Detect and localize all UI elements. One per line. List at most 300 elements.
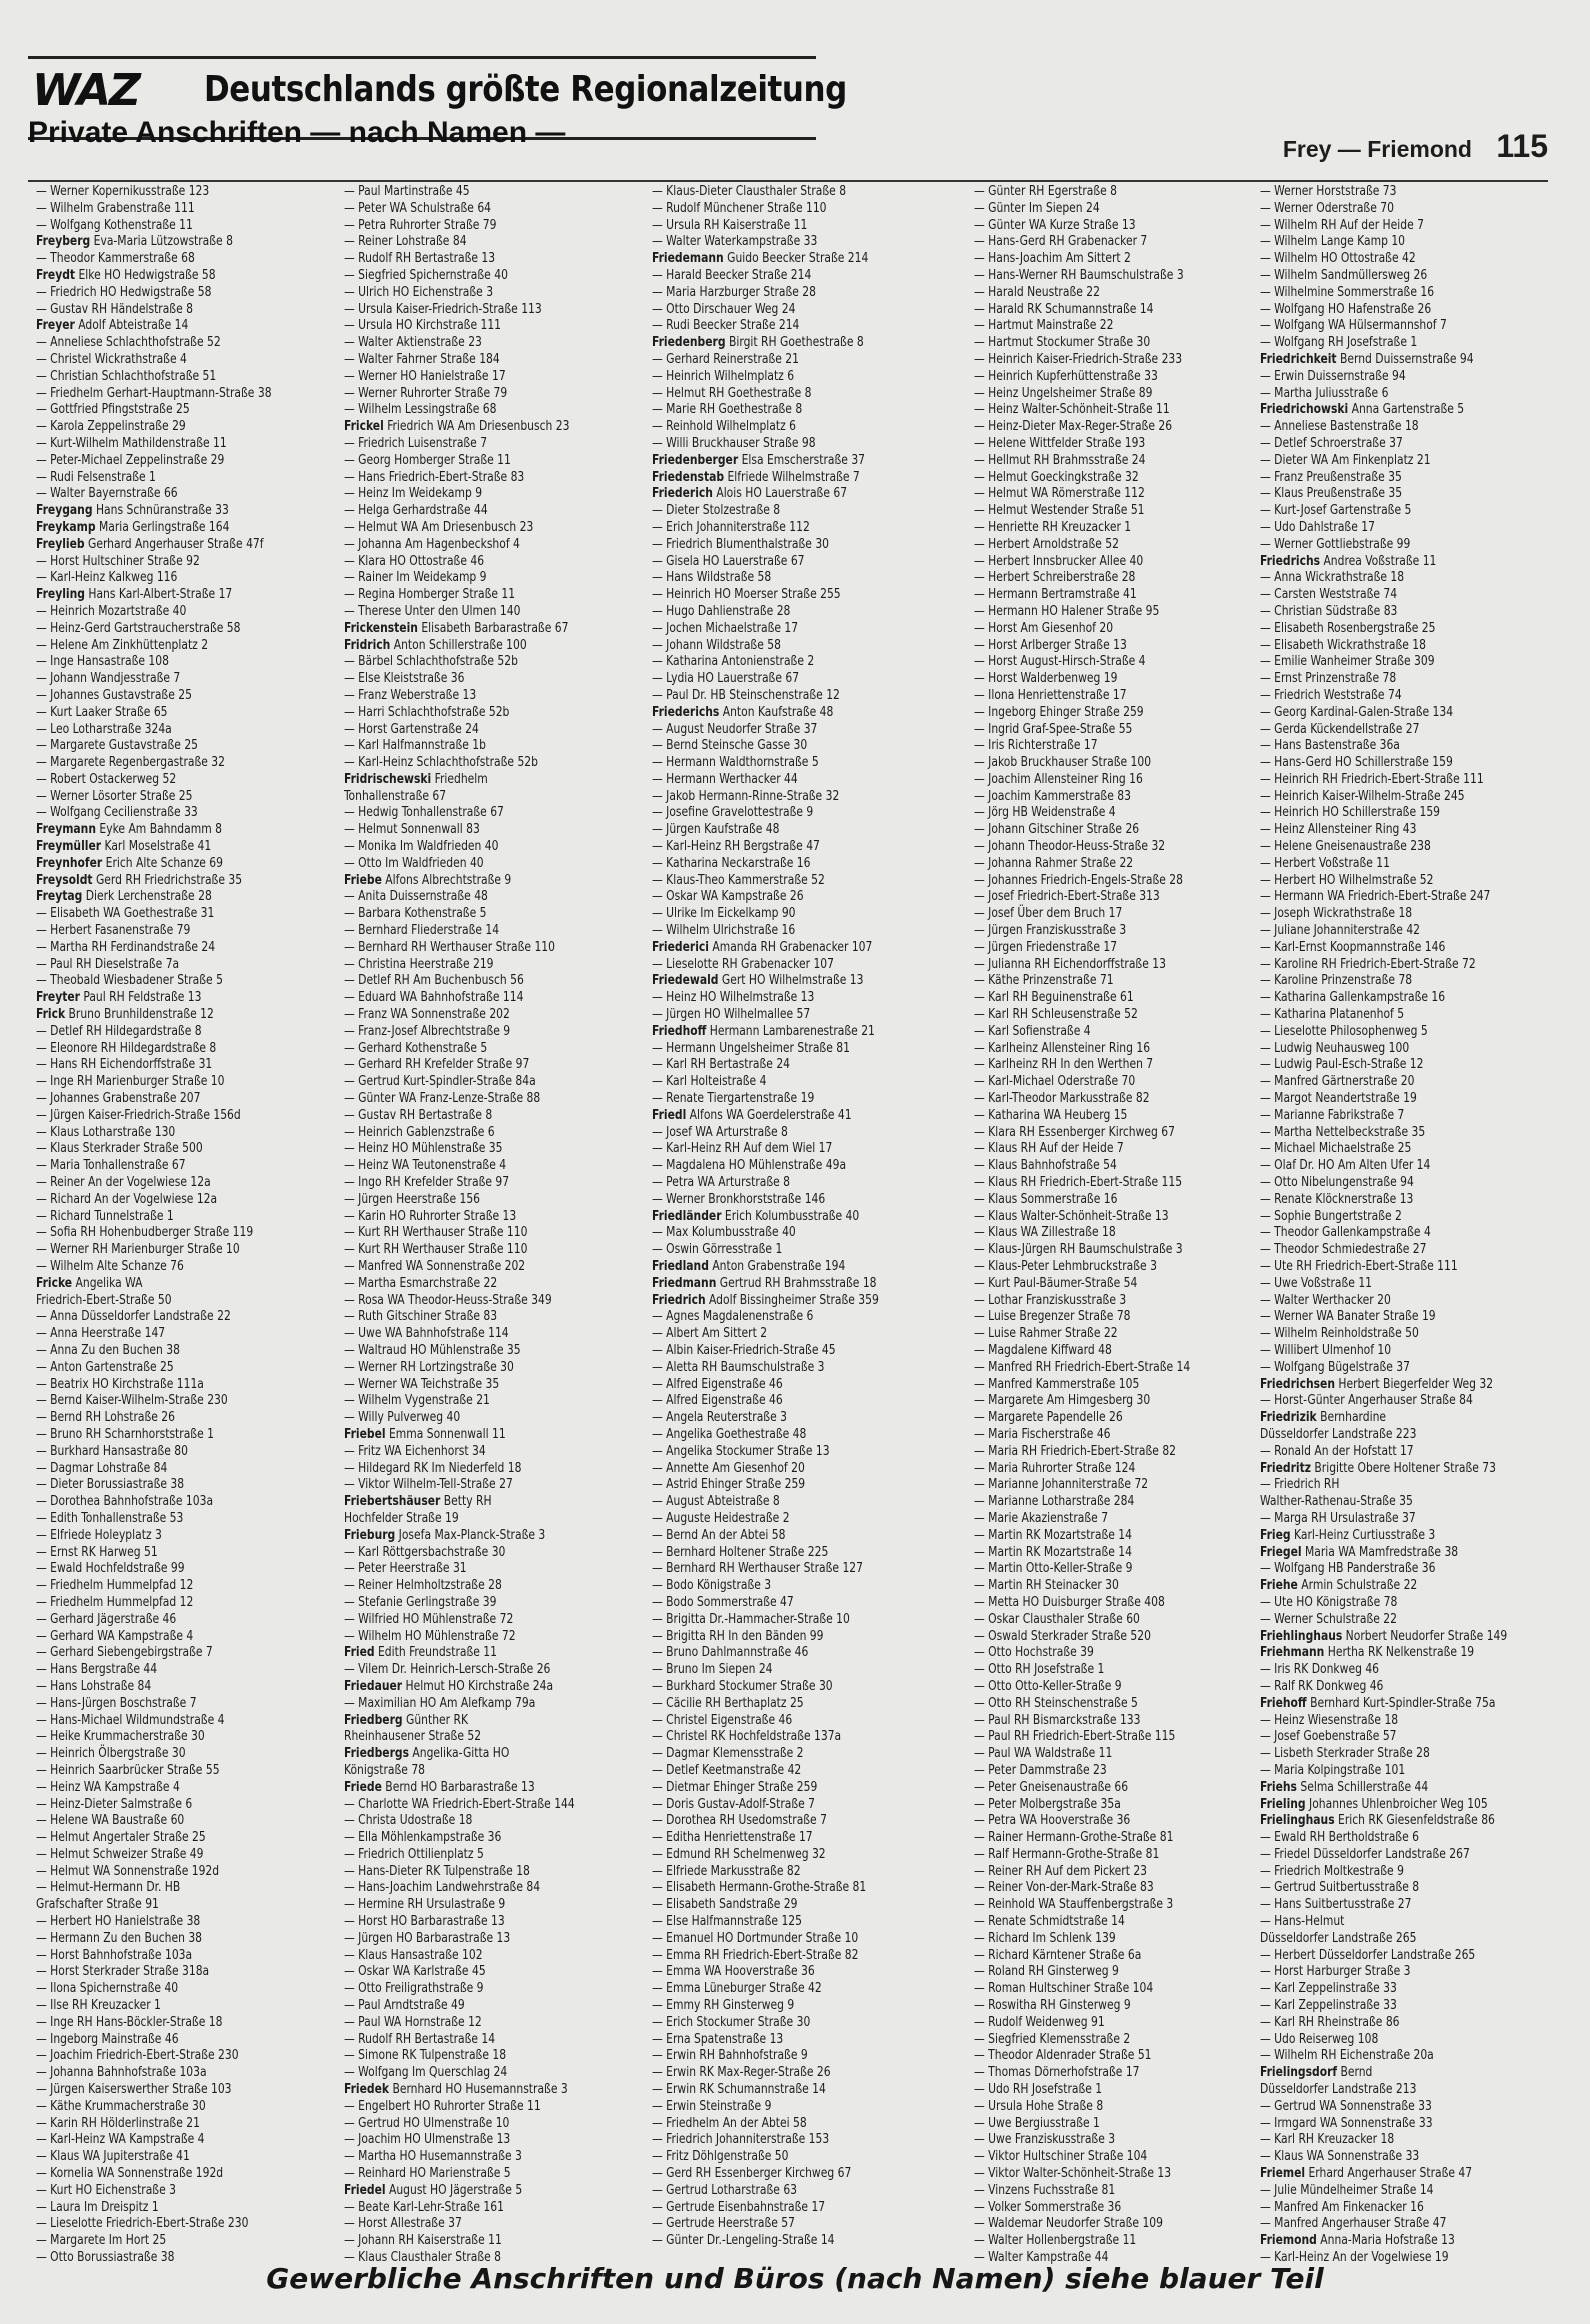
- directory-entry: Freydt Elke HO Hedwigstraße 58: [36, 267, 216, 283]
- directory-entry: — Reinhold Wilhelmplatz 6: [652, 419, 797, 435]
- directory-entry: — Gertrude Heerstraße 57: [652, 2216, 796, 2232]
- directory-entry: — Reiner RH Auf dem Pickert 23: [974, 1863, 1148, 1879]
- directory-entry: — Kurt RH Werthauser Straße 110: [344, 1242, 528, 1258]
- directory-entry: — Wilhelm Lange Kamp 10: [1260, 234, 1406, 250]
- directory-entry: — Käthe Prinzenstraße 71: [974, 973, 1114, 989]
- directory-entry: — Dorothea RH Usedomstraße 7: [652, 1813, 827, 1829]
- directory-entry: — Gustav RH Bertastraße 8: [344, 1107, 493, 1123]
- directory-entry: — Herbert Arnoldstraße 52: [974, 536, 1119, 552]
- surname-headword: Freyberg: [36, 234, 91, 250]
- directory-entry: — Johannes Grabenstraße 207: [36, 1091, 201, 1107]
- directory-entry: — Josef Über dem Bruch 17: [974, 906, 1123, 922]
- directory-entry: — Horst Gartenstraße 24: [344, 721, 479, 737]
- directory-entry: — Johann Theodor-Heuss-Straße 32: [974, 839, 1166, 855]
- directory-entry: — Wilhelm HO Mühlenstraße 72: [344, 1628, 516, 1644]
- directory-entry: — Karl-Heinz Kalkweg 116: [36, 570, 178, 586]
- directory-entry: — Leo Lotharstraße 324a: [36, 721, 172, 737]
- directory-entry: — Klaus WA Sonnenstraße 33: [1260, 2149, 1420, 2165]
- directory-entry: — Werner Horststraße 73: [1260, 184, 1397, 199]
- directory-entry: — Detlef Keetmanstraße 42: [652, 1762, 802, 1778]
- directory-entry: — Josef Goebenstraße 57: [1260, 1729, 1397, 1745]
- directory-entry: Düsseldorfer Landstraße 213: [1260, 2082, 1417, 2098]
- directory-entry: — Manfred Gärtnerstraße 20: [1260, 1074, 1415, 1090]
- directory-entry: Freyling Hans Karl-Albert-Straße 17: [36, 587, 233, 603]
- directory-entry: Frieg Karl-Heinz Curtiusstraße 3: [1260, 1527, 1436, 1543]
- directory-entry: — Rudolf RH Bertastraße 14: [344, 2031, 496, 2047]
- directory-entry: Friedmann Gertrud RH Brahmsstraße 18: [652, 1275, 877, 1291]
- directory-entry: — Ralf Hermann-Grothe-Straße 81: [974, 1846, 1160, 1862]
- directory-entry: — Willibert Ulmenhof 10: [1260, 1342, 1392, 1358]
- directory-entry: — Oskar Clausthaler Straße 60: [974, 1611, 1140, 1627]
- directory-entry: Friedritz Brigitte Obere Holtener Straße 73: [1260, 1460, 1496, 1476]
- directory-entry: — Martin RK Mozartstraße 14: [974, 1527, 1132, 1543]
- directory-entry: Friedland Anton Grabenstraße 194: [652, 1259, 846, 1274]
- directory-entry: — Helmut Schweizer Straße 49: [36, 1846, 204, 1862]
- section-subtitle: Private Anschriften — nach Namen —: [28, 116, 566, 149]
- directory-entry: — Otto Borussiastraße 38: [36, 2250, 175, 2266]
- directory-entry: — Albert Am Sittert 2: [652, 1326, 768, 1342]
- directory-entry: — Friedrich RH: [1260, 1477, 1340, 1493]
- surname-headword: Friedauer: [344, 1678, 403, 1694]
- directory-entry: — Roman Hultschiner Straße 104: [974, 1981, 1154, 1997]
- directory-entry: — Laura Im Dreispitz 1: [36, 2199, 159, 2215]
- directory-entry: — Paul Martinstraße 45: [344, 184, 470, 199]
- directory-entry: — Franz-Josef Albrechtstraße 9: [344, 1023, 511, 1039]
- directory-entry: — Wilfried HO Mühlenstraße 72: [344, 1611, 514, 1627]
- directory-entry: — Hans Bergstraße 44: [36, 1662, 158, 1678]
- directory-entry: — Martin Otto-Keller-Straße 9: [974, 1561, 1133, 1577]
- directory-entry: — Reinhold WA Stauffenbergstraße 3: [974, 1897, 1174, 1913]
- directory-entry: — Friedrich Moltkestraße 9: [1260, 1863, 1404, 1879]
- surname-headword: Frickel: [344, 419, 384, 435]
- directory-entry: — Auguste Heidestraße 2: [652, 1510, 790, 1526]
- directory-entry: — Wilhelm Alte Schanze 76: [36, 1259, 184, 1274]
- directory-entry: Fricke Angelika WA: [36, 1275, 143, 1291]
- surname-headword: Friedewald: [652, 973, 719, 989]
- directory-entry: — Barbara Kothenstraße 5: [344, 906, 487, 922]
- directory-entry: Friedenberger Elsa Emscherstraße 37: [652, 452, 866, 468]
- directory-entry: — Horst HO Barbarastraße 13: [344, 1914, 505, 1930]
- surname-headword: Freymann: [36, 822, 97, 838]
- directory-entry: — Gertrud Suitbertusstraße 8: [1260, 1880, 1420, 1896]
- directory-entry: — Burkhard Hansastraße 80: [36, 1443, 188, 1459]
- directory-entry: Freymüller Karl Moselstraße 41: [36, 839, 212, 855]
- surname-headword: Friedritz: [1260, 1460, 1311, 1476]
- surname-headword: Friedel: [344, 2182, 386, 2198]
- column-5: [1260, 184, 1560, 2266]
- directory-entry: — Margarete Regenbergastraße 32: [36, 755, 226, 771]
- directory-entry: — Joachim Allensteiner Ring 16: [974, 771, 1143, 787]
- directory-entry: Freysoldt Gerd RH Friedrichstraße 35: [36, 872, 243, 888]
- directory-entry: — Karl-Heinz RH Bergstraße 47: [652, 839, 820, 855]
- directory-entry: — Heinrich HO Schillerstraße 159: [1260, 805, 1441, 821]
- directory-entry: — Horst Walderbenweg 19: [974, 671, 1118, 687]
- directory-entry: — Katharina WA Heuberg 15: [974, 1107, 1128, 1123]
- directory-entry: Fridrich Anton Schillerstraße 100: [344, 637, 527, 653]
- directory-entry: Freytag Dierk Lerchenstraße 28: [36, 889, 212, 905]
- surname-headword: Freytag: [36, 889, 83, 905]
- directory-entry: — Karl-Ernst Koopmannstraße 146: [1260, 939, 1446, 955]
- directory-entry: Friebel Emma Sonnenwall 11: [344, 1426, 506, 1442]
- directory-entry: — Iris RK Donkweg 46: [1260, 1662, 1380, 1678]
- directory-entry: — Juliane Johanniterstraße 42: [1260, 923, 1421, 939]
- directory-entry: Fried Edith Freundstraße 11: [344, 1645, 498, 1661]
- directory-entry: — Detlef Schroerstraße 37: [1260, 435, 1403, 451]
- directory-entry: — Ingeborg Mainstraße 46: [36, 2031, 179, 2047]
- directory-entry: — Martha Esmarchstraße 22: [344, 1275, 498, 1291]
- directory-entry: — Ulrich HO Eichenstraße 3: [344, 284, 494, 300]
- directory-entry: — Klaus RH Auf der Heide 7: [974, 1141, 1124, 1157]
- directory-entry: — Friedel Düsseldorfer Landstraße 267: [1260, 1846, 1470, 1862]
- directory-entry: Friehe Armin Schulstraße 22: [1260, 1578, 1418, 1594]
- directory-entry: — Jürgen HO Barbarastraße 13: [344, 1930, 511, 1946]
- directory-entry: — Erwin RK Schumannstraße 14: [652, 2082, 826, 2098]
- directory-entry: — Johanna Am Hagenbeckshof 4: [344, 536, 520, 552]
- directory-entry: — Petra WA Arturstraße 8: [652, 1175, 791, 1191]
- directory-entry: — Herbert Schreiberstraße 28: [974, 570, 1136, 586]
- directory-entry: — Werner Bronkhorststraße 146: [652, 1191, 826, 1207]
- directory-entry: — Erna Spatenstraße 13: [652, 2031, 784, 2047]
- directory-entry: — Bruno RH Scharnhorststraße 1: [36, 1426, 214, 1442]
- directory-entry: Friedrichkeit Bernd Duissernstraße 94: [1260, 351, 1474, 367]
- directory-entry: — Otto RH Josefstraße 1: [974, 1662, 1105, 1678]
- directory-entry: — Heike Krummacherstraße 30: [36, 1729, 205, 1745]
- directory-entry: — Uwe Franziskusstraße 3: [974, 2132, 1116, 2148]
- directory-entry: — Richard Tunnelstraße 1: [36, 1208, 174, 1224]
- surname-headword: Freyter: [36, 990, 80, 1006]
- directory-entry: — Herbert Innsbrucker Allee 40: [974, 553, 1144, 569]
- directory-entry: — Günter Im Siepen 24: [974, 200, 1100, 216]
- directory-entry: Freykamp Maria Gerlingstraße 164: [36, 519, 230, 535]
- directory-entry: — Harald Beecker Straße 214: [652, 267, 812, 283]
- directory-entry: — Jürgen Kaiser-Friedrich-Straße 156d: [36, 1107, 241, 1123]
- directory-entry: — Simone RK Tulpenstraße 18: [344, 2048, 507, 2064]
- directory-entry: — Heinz Allensteiner Ring 43: [1260, 822, 1417, 838]
- directory-entry: — Harri Schlachthofstraße 52b: [344, 704, 510, 720]
- directory-entry: — Rudi Felsenstraße 1: [36, 469, 156, 485]
- directory-entry: — Karl-Heinz RH Auf dem Wiel 17: [652, 1141, 833, 1157]
- surname-headword: Friederichs: [652, 704, 720, 720]
- directory-entry: — Erwin RH Bahnhofstraße 9: [652, 2048, 808, 2064]
- directory-entry: — Robert Ostackerweg 52: [36, 771, 177, 787]
- directory-entry: — Harald Neustraße 22: [974, 284, 1100, 300]
- directory-entry: — Horst August-Hirsch-Straße 4: [974, 654, 1146, 670]
- directory-entry: — Hermine RH Ursulastraße 9: [344, 1897, 506, 1913]
- directory-entry: — Karl Zeppelinstraße 33: [1260, 1998, 1397, 2014]
- directory-entry: — Anneliese Schlachthofstraße 52: [36, 335, 221, 351]
- directory-entry: — Uwe Voßstraße 11: [1260, 1275, 1373, 1291]
- directory-entry: — Dorothea Bahnhofstraße 103a: [36, 1494, 214, 1510]
- directory-entry: — Jürgen Kaufstraße 48: [652, 822, 780, 838]
- directory-entry: — Hermann Ungelsheimer Straße 81: [652, 1040, 850, 1056]
- directory-entry: — Anna Zu den Buchen 38: [36, 1342, 180, 1358]
- directory-entry: — Oskar WA Karlstraße 45: [344, 1964, 486, 1980]
- directory-entry: — Klaus Preußenstraße 35: [1260, 486, 1403, 502]
- directory-entry: — Gerd RH Essenberger Kirchweg 67: [652, 2166, 852, 2182]
- directory-entry: — Herbert HO Hanielstraße 38: [36, 1914, 201, 1930]
- surname-headword: Frieburg: [344, 1527, 396, 1543]
- directory-entry: — Jürgen Kaiserswerther Straße 103: [36, 2082, 232, 2098]
- directory-entry: — Agnes Magdalenenstraße 6: [652, 1309, 814, 1325]
- directory-entry: Friedbergs Angelika-Gitta HO: [344, 1746, 510, 1762]
- surname-headword: Friedemann: [652, 251, 724, 267]
- directory-entry: Friedel August HO Jägerstraße 5: [344, 2182, 523, 2198]
- directory-entry: — Ludwig Paul-Esch-Straße 12: [1260, 1057, 1424, 1073]
- directory-entry: — Paul Dr. HB Steinschenstraße 12: [652, 687, 840, 703]
- directory-entry: — Detlef RH Am Buchenbusch 56: [344, 973, 524, 989]
- directory-entry: — Ulrike Im Eickelkamp 90: [652, 906, 796, 922]
- surname-headword: Fridrich: [344, 637, 391, 653]
- directory-entry: — Heinrich Ölbergstraße 30: [36, 1746, 186, 1762]
- directory-entry: Freynhofer Erich Alte Schanze 69: [36, 855, 223, 871]
- directory-entry: — Martin RK Mozartstraße 14: [974, 1544, 1132, 1560]
- directory-entry: — Ernst Prinzenstraße 78: [1260, 671, 1397, 687]
- surname-headword: Friehe: [1260, 1578, 1298, 1594]
- directory-entry: — Hermann Zu den Buchen 38: [36, 1930, 203, 1946]
- directory-entry: — Helene Wittfelder Straße 193: [974, 435, 1146, 451]
- directory-entry: — Roswitha RH Ginsterweg 9: [974, 1998, 1131, 2014]
- directory-entry: — Stefanie Gerlingstraße 39: [344, 1594, 497, 1610]
- directory-entry: — Wilhelm RH Auf der Heide 7: [1260, 217, 1424, 233]
- directory-entry: — Johann Wandjesstraße 7: [36, 671, 181, 687]
- directory-entry: — Klaus Clausthaler Straße 8: [344, 2250, 502, 2266]
- directory-entry: — Klaus RH Friedrich-Ebert-Straße 115: [974, 1175, 1183, 1191]
- directory-entry: — Klaus-Jürgen RH Baumschulstraße 3: [974, 1242, 1183, 1258]
- directory-entry: — Jochen Michaelstraße 17: [652, 620, 799, 636]
- directory-entry: — Ute RH Friedrich-Ebert-Straße 111: [1260, 1259, 1458, 1274]
- tagline: Deutschlands größte Regionalzeitung: [204, 69, 847, 110]
- directory-entry: — Astrid Ehinger Straße 259: [652, 1477, 806, 1493]
- directory-entry: — Ilona Spichernstraße 40: [36, 1981, 179, 1997]
- directory-entry: — Maria RH Friedrich-Ebert-Straße 82: [974, 1443, 1177, 1459]
- directory-entry: — Paul RH Bismarckstraße 133: [974, 1712, 1141, 1728]
- directory-entry: — Emma Lüneburger Straße 42: [652, 1981, 822, 1997]
- directory-entry: — Hans-Gerd HO Schillerstraße 159: [1260, 755, 1453, 771]
- directory-entry: — Erwin Steinstraße 9: [652, 2098, 772, 2114]
- directory-entry: — Klaus Sterkrader Straße 500: [36, 1141, 203, 1157]
- directory-entry: — Karl Röttgersbachstraße 30: [344, 1544, 506, 1560]
- directory-entry: — Otto Dirschauer Weg 24: [652, 301, 796, 317]
- directory-entry: — Christel Wickrathstraße 4: [36, 351, 187, 367]
- directory-entry: — Iris Richterstraße 17: [974, 738, 1098, 754]
- directory-entry: — Richard An der Vogelwiese 12a: [36, 1191, 218, 1207]
- directory-entry: — Regina Homberger Straße 11: [344, 587, 516, 603]
- directory-entry: — August Neudorfer Straße 37: [652, 721, 818, 737]
- directory-entry: — Wolfgang Cecilienstraße 33: [36, 805, 198, 821]
- directory-entry: Frickenstein Elisabeth Barbarastraße 67: [344, 620, 569, 636]
- directory-entry: — Albin Kaiser-Friedrich-Straße 45: [652, 1342, 836, 1358]
- directory-entry: — Richard Im Schlenk 139: [974, 1930, 1116, 1946]
- directory-entry: — Karlheinz Allensteiner Ring 16: [974, 1040, 1151, 1056]
- directory-entry: — Wilhelm RH Eichenstraße 20a: [1260, 2048, 1434, 2064]
- directory-entry: — Roland RH Ginsterweg 9: [974, 1964, 1119, 1980]
- directory-entry: — Uwe WA Bahnhofstraße 114: [344, 1326, 509, 1342]
- directory-entry: — Fritz WA Eichenhorst 34: [344, 1443, 486, 1459]
- directory-entry: — Anneliese Bastenstraße 18: [1260, 419, 1419, 435]
- directory-entry: — Gerhard Siebengebirgstraße 7: [36, 1645, 213, 1661]
- directory-entry: — Johannes Gustavstraße 25: [36, 687, 192, 703]
- directory-entry: — Otto Im Waldfrieden 40: [344, 855, 484, 871]
- directory-entry: — Theodor Schmiedestraße 27: [1260, 1242, 1427, 1258]
- directory-entry: — Thomas Dörnerhofstraße 17: [974, 2065, 1140, 2081]
- directory-entry: — Georg Homberger Straße 11: [344, 452, 511, 468]
- directory-entry: — Helmut WA Am Driesenbusch 23: [344, 519, 534, 535]
- directory-entry: — Helmut Goeckingkstraße 32: [974, 469, 1139, 485]
- directory-entry: — Reiner Lohstraße 84: [344, 234, 467, 250]
- surname-headword: Frielingsdorf: [1260, 2065, 1338, 2081]
- directory-entry: — Gertrud Kurt-Spindler-Straße 84a: [344, 1074, 536, 1090]
- surname-headword: Friedrichsen: [1260, 1376, 1335, 1392]
- directory-entry: — Friedrich Blumenthalstraße 30: [652, 536, 830, 552]
- directory-entry: Hochfelder Straße 19: [344, 1510, 459, 1526]
- directory-entry: — Magdalena HO Mühlenstraße 49a: [652, 1158, 847, 1174]
- directory-entry: — Werner RH Marienburger Straße 10: [36, 1242, 240, 1258]
- directory-entry: — Margarete Im Hort 25: [36, 2233, 167, 2249]
- directory-entry: — Friedrich Weststraße 74: [1260, 687, 1402, 703]
- surname-headword: Fricke: [36, 1275, 73, 1291]
- surname-headword: Fridrischewski: [344, 771, 432, 787]
- surname-headword: Freyer: [36, 318, 75, 334]
- directory-entry: Friederichs Anton Kaufstraße 48: [652, 704, 834, 720]
- directory-entry: — Herbert Fasanenstraße 79: [36, 923, 191, 939]
- directory-entry: — Horst-Günter Angerhauser Straße 84: [1260, 1393, 1473, 1409]
- surname-headword: Friede: [344, 1779, 382, 1795]
- surname-headword: Friemond: [1260, 2233, 1317, 2249]
- directory-entry: Fridrischewski Friedhelm: [344, 771, 488, 787]
- directory-entry: — Friedrich HO Hedwigstraße 58: [36, 284, 212, 300]
- directory-entry: — Heinz Ungelsheimer Straße 89: [974, 385, 1153, 401]
- directory-entry: — Josef Friedrich-Ebert-Straße 313: [974, 889, 1160, 905]
- directory-entry: — Helene Gneisenaustraße 238: [1260, 839, 1431, 855]
- directory-entry: — Johanna Rahmer Straße 22: [974, 855, 1134, 871]
- directory-entry: — Walter Werthacker 20: [1260, 1292, 1391, 1308]
- directory-entry: — Anna Heerstraße 147: [36, 1326, 166, 1342]
- directory-entry: — Else Kleiststraße 36: [344, 671, 465, 687]
- directory-entry: — Inge RH Hans-Böckler-Straße 18: [36, 2014, 223, 2030]
- directory-entry: — Reinhard HO Marienstraße 5: [344, 2166, 511, 2182]
- directory-entry: — Marianne Fabrikstraße 7: [1260, 1107, 1405, 1123]
- directory-entry: — Gottfried Pfingststraße 25: [36, 402, 190, 418]
- directory-entry: — Brigitta RH In den Bänden 99: [652, 1628, 824, 1644]
- directory-entry: — Hedwig Tonhallenstraße 67: [344, 805, 504, 821]
- surname-headword: Friegel: [1260, 1544, 1302, 1560]
- directory-entry: — Heinrich Mozartstraße 40: [36, 603, 187, 619]
- directory-entry: — Johanna Bahnhofstraße 103a: [36, 2065, 207, 2081]
- directory-entry: — Edith Tonhallenstraße 53: [36, 1510, 184, 1526]
- directory-entry: — Margarete Papendelle 26: [974, 1410, 1123, 1426]
- directory-entry: Friehoff Bernhard Kurt-Spindler-Straße 75a: [1260, 1695, 1496, 1711]
- directory-entry: — Henriette RH Kreuzacker 1: [974, 519, 1132, 535]
- directory-entry: — Cäcilie RH Berthaplatz 25: [652, 1695, 804, 1711]
- directory-entry: — Maria Fischerstraße 46: [974, 1426, 1111, 1442]
- directory-entry: Friegel Maria WA Mamfredstraße 38: [1260, 1544, 1459, 1560]
- directory-entry: — Rudolf Münchener Straße 110: [652, 200, 827, 216]
- directory-entry: — Beatrix HO Kirchstraße 111a: [36, 1376, 204, 1392]
- directory-entry: — Hans-Gerd RH Grabenacker 7: [974, 234, 1148, 250]
- surname-headword: Freyling: [36, 587, 85, 603]
- directory-entry: — Hans RH Eichendorffstraße 31: [36, 1057, 213, 1073]
- surname-headword: Frickenstein: [344, 620, 418, 636]
- directory-entry: — Martha Nettelbeckstraße 35: [1260, 1124, 1426, 1140]
- directory-entry: — Heinz WA Kampstraße 4: [36, 1779, 180, 1795]
- directory-entry: — Günter RH Egerstraße 8: [974, 184, 1118, 199]
- directory-entry: — Martha HO Husemannstraße 3: [344, 2149, 522, 2165]
- directory-entry: — Wilhelm Grabenstraße 111: [36, 200, 195, 216]
- directory-entry: Düsseldorfer Landstraße 265: [1260, 1930, 1417, 1946]
- directory-entry: — Fritz Döhlgenstraße 50: [652, 2149, 789, 2165]
- directory-entry: — Maria Ruhrorter Straße 124: [974, 1460, 1136, 1476]
- directory-entry: — Friedrich Johanniterstraße 153: [652, 2132, 830, 2148]
- directory-entry: — Beate Karl-Lehr-Straße 161: [344, 2199, 504, 2215]
- directory-entry: — Josef WA Arturstraße 8: [652, 1124, 788, 1140]
- directory-entry: — Otto Otto-Keller-Straße 9: [974, 1678, 1122, 1694]
- directory-entry: — Oskar WA Kampstraße 26: [652, 889, 804, 905]
- directory-entry: — Werner Kopernikusstraße 123: [36, 184, 210, 199]
- directory-entry: — Karl Halfmannstraße 1b: [344, 738, 486, 754]
- directory-entry: — Gerhard Jägerstraße 46: [36, 1611, 177, 1627]
- directory-entry: — Renate Tiergartenstraße 19: [652, 1091, 815, 1107]
- directory-entry: Friebe Alfons Albrechtstraße 9: [344, 872, 512, 888]
- directory-entry: — Marie Akazienstraße 7: [974, 1510, 1109, 1526]
- directory-entry: — August Abteistraße 8: [652, 1494, 780, 1510]
- directory-entry: — Detlef RH Hildegardstraße 8: [36, 1023, 202, 1039]
- directory-entry: — Harald RK Schumannstraße 14: [974, 301, 1154, 317]
- directory-entry: — Bernhard Fliederstraße 14: [344, 923, 500, 939]
- directory-entry: — Udo RH Josefstraße 1: [974, 2082, 1103, 2098]
- directory-entry: — Joachim HO Ulmenstraße 13: [344, 2132, 511, 2148]
- directory-entry: — Editha Henriettenstraße 17: [652, 1830, 813, 1846]
- directory-entry: — Otto RH Steinschenstraße 5: [974, 1695, 1138, 1711]
- directory-entry: — Volker Sommerstraße 36: [974, 2199, 1122, 2215]
- directory-entry: — Walter Bayernstraße 66: [36, 486, 178, 502]
- directory-entry: — Elisabeth Rosenbergstraße 25: [1260, 620, 1436, 636]
- surname-headword: Friedland: [652, 1259, 709, 1274]
- directory-entry: — Gustav RH Händelstraße 8: [36, 301, 193, 317]
- directory-entry: Friedl Alfons WA Goerdelerstraße 41: [652, 1107, 852, 1123]
- surname-headword: Friedhoff: [652, 1023, 707, 1039]
- directory-entry: — Emanuel HO Dortmunder Straße 10: [652, 1930, 859, 1946]
- directory-entry: — Karl-Heinz An der Vogelwiese 19: [1260, 2250, 1449, 2266]
- directory-entry: — Rosa WA Theodor-Heuss-Straße 349: [344, 1292, 552, 1308]
- directory-entry: — Peter Molbergstraße 35a: [974, 1796, 1121, 1812]
- directory-entry: — Lisbeth Sterkrader Straße 28: [1260, 1746, 1430, 1762]
- directory-entry: — Ursula RH Kaiserstraße 11: [652, 217, 808, 233]
- directory-entry: — Viktor Walter-Schönheit-Straße 13: [974, 2166, 1172, 2182]
- directory-entry: — Katharina Antonienstraße 2: [652, 654, 815, 670]
- directory-entry: — Ingeborg Ehinger Straße 259: [974, 704, 1144, 720]
- directory-entry: — Walter Hollenbergstraße 11: [974, 2233, 1137, 2249]
- directory-entry: — Theodor Aldenrader Straße 51: [974, 2048, 1152, 2064]
- directory-entry: Friedrich-Ebert-Straße 50: [36, 1292, 172, 1308]
- directory-entry: Friedberg Günther RK: [344, 1712, 469, 1728]
- directory-entry: Friedrizik Bernhardine: [1260, 1410, 1387, 1426]
- directory-entry: — Manfred RH Friedrich-Ebert-Straße 14: [974, 1359, 1191, 1375]
- surname-headword: Friedek: [344, 2082, 390, 2098]
- directory-entry: — Luise Bregenzer Straße 78: [974, 1309, 1131, 1325]
- footer-note: Gewerbliche Anschriften und Büros (nach Namen) siehe blauer Teil: [266, 2262, 1324, 2295]
- directory-entry: — Angelika Goethestraße 48: [652, 1426, 807, 1442]
- directory-entry: — Dagmar Klemensstraße 2: [652, 1746, 804, 1762]
- directory-entry: — Karl RH Bertastraße 24: [652, 1057, 791, 1073]
- directory-entry: — Hans Suitbertusstraße 27: [1260, 1897, 1412, 1913]
- directory-entry: — Kornelia WA Sonnenstraße 192d: [36, 2166, 224, 2182]
- directory-entry: — Hugo Dahlienstraße 28: [652, 603, 791, 619]
- directory-entry: — Theobald Wiesbadener Straße 5: [36, 973, 223, 989]
- directory-entry: — Werner Gottliebstraße 99: [1260, 536, 1411, 552]
- surname-headword: Friebel: [344, 1426, 386, 1442]
- directory-entry: — Klaus-Peter Lehmbruckstraße 3: [974, 1259, 1157, 1274]
- directory-entry: — Günter WA Franz-Lenze-Straße 88: [344, 1091, 541, 1107]
